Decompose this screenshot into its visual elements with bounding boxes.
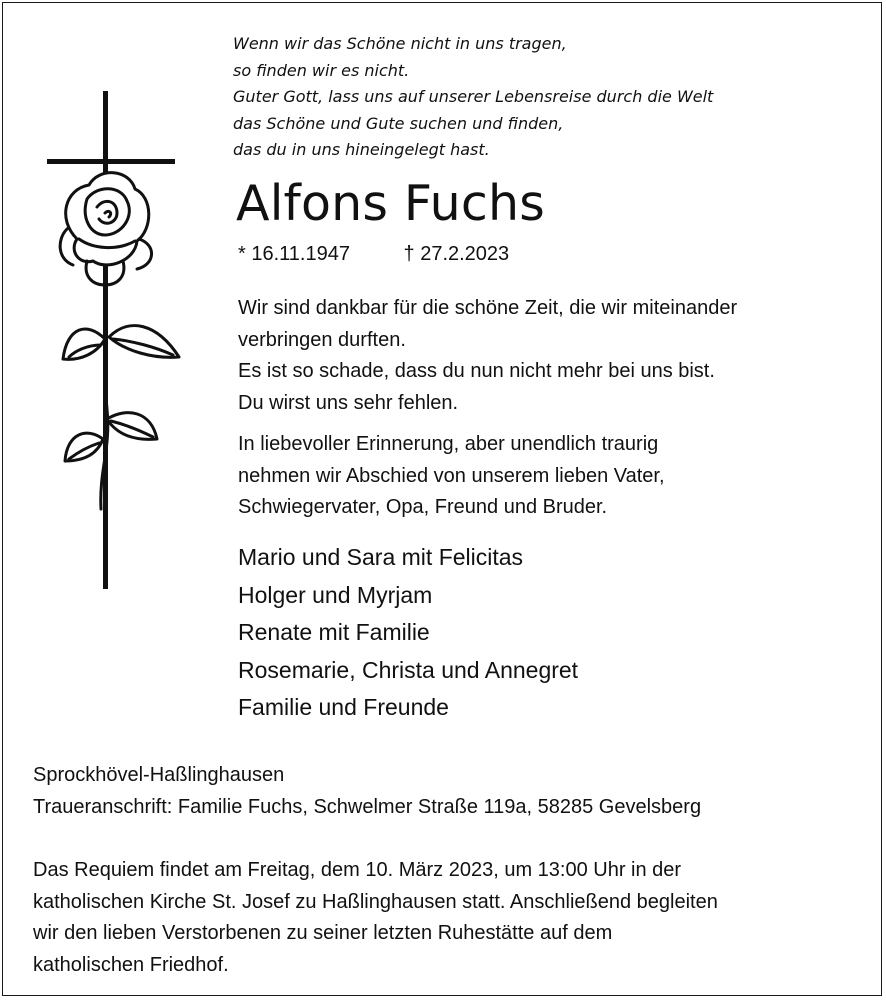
poem-line: das du in uns hineingelegt hast.	[233, 140, 490, 159]
service-line: katholischen Kirche St. Josef zu Haßlinghausen statt. Anschließend begleiten	[33, 890, 718, 913]
address-block	[33, 760, 853, 823]
location: Sprockhövel-Haßlinghausen	[33, 764, 285, 786]
poem-line: Wenn wir das Schöne nicht in uns tragen,	[233, 34, 567, 53]
mourner: Rosemarie, Christa und Annegret	[238, 656, 579, 683]
poem-line: Guter Gott, lass uns auf unserer Lebensreise durch die Welt	[233, 87, 714, 106]
cross-and-rose-illustration	[17, 89, 192, 594]
poem	[233, 31, 833, 164]
life-dates	[238, 243, 509, 266]
mourner: Familie und Freunde	[238, 694, 449, 720]
service-line: Das Requiem findet am Freitag, dem 10. März 2023, um 13:00 Uhr in der	[33, 859, 682, 881]
mourners-list	[238, 539, 578, 727]
service-line: wir den lieben Verstorbenen zu seiner letzten Ruhestätte auf dem	[33, 922, 613, 944]
rose-icon	[60, 173, 179, 509]
service-line: katholischen Friedhof.	[33, 953, 229, 976]
mourner: Holger und Myrjam	[238, 581, 433, 608]
birth-date: * 16.11.1947	[238, 243, 350, 265]
poem-line: das Schöne und Gute suchen und finden,	[233, 113, 564, 133]
mourner: Mario und Sara mit Felicitas	[238, 544, 524, 570]
tribute-line: verbringen durften.	[238, 328, 406, 351]
obituary-notice	[2, 2, 882, 996]
tribute-line: In liebevoller Erinnerung, aber unendlich traurig	[238, 433, 659, 455]
tribute-paragraph-1	[238, 293, 858, 419]
tribute-line: Du wirst uns sehr fehlen.	[238, 391, 459, 414]
mourner: Renate mit Familie	[238, 619, 430, 645]
tribute-line: Schwiegervater, Opa, Freund und Bruder.	[238, 496, 608, 518]
mourning-address: Traueranschrift: Familie Fuchs, Schwelmer Straße 119a, 58285 Gevelsberg	[33, 795, 702, 818]
tribute-paragraph-2	[238, 429, 858, 524]
tribute-line: Wir sind dankbar für die schöne Zeit, die wir miteinander	[238, 297, 738, 319]
tribute-line: Es ist so schade, dass du nun nicht mehr bei uns bist.	[238, 360, 715, 382]
death-date: † 27.2.2023	[403, 243, 510, 265]
service-info	[33, 855, 853, 981]
deceased-name: Alfons Fuchs	[236, 175, 546, 232]
tribute-line: nehmen wir Abschied von unserem lieben Vater,	[238, 464, 665, 487]
poem-line: so finden wir es nicht.	[233, 60, 410, 80]
